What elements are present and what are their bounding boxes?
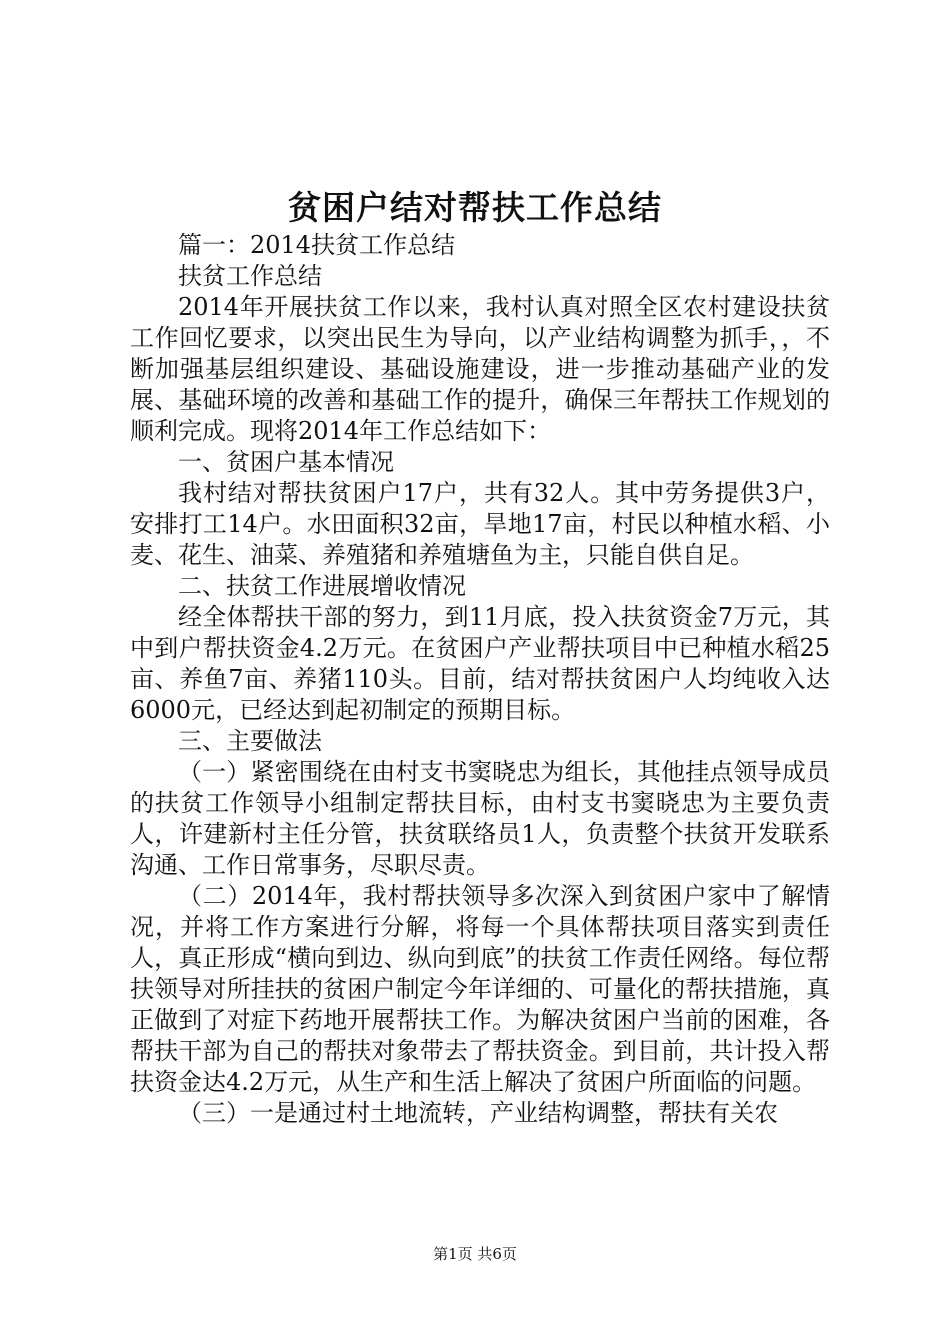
- document-title: 贫困户结对帮扶工作总结: [288, 188, 662, 227]
- document-body: [130, 230, 830, 1129]
- page-footer: 第1页 共6页: [433, 1245, 517, 1263]
- paragraph-method-2: （二）2014年，我村帮扶领导多次深入到贫困户家中了解情况，并将工作方案进行分解，将每一个具体帮扶项目落实到责任人，真正形成“横向到边、纵向到底”的扶贫工作责任网络。每位帮扶领导对所挂扶的贫困户制定今年详细的、可量化的帮扶措施，真正做到了对症下药地开展帮扶工作。为解决贫困户当前的困难，各帮扶干部为自己的帮扶对象带去了帮扶资金。到目前，共计投入帮扶资金达4.2万元，从生产和生活上解决了贫困户所面临的问题。: [130, 882, 830, 1096]
- heading-main-methods: 三、主要做法: [178, 727, 322, 755]
- paragraph-method-3: （三）一是通过村土地流转，产业结构调整，帮扶有关农: [178, 1099, 778, 1127]
- paragraph-subtitle: 篇一：2014扶贫工作总结: [178, 231, 456, 259]
- heading-basic-situation: 一、贫困户基本情况: [178, 448, 394, 476]
- paragraph-basic-situation: 我村结对帮扶贫困户17户，共有32人。其中劳务提供3户，安排打工14户。水田面积32亩，旱地17亩，村民以种植水稻、小麦、花生、油菜、养殖猪和养殖塘鱼为主，只能自供自足。: [130, 479, 830, 569]
- paragraph-intro: 2014年开展扶贫工作以来，我村认真对照全区农村建设扶贫工作回忆要求，以突出民生为导向，以产业结构调整为抓手，，不断加强基层组织建设、基础设施建设，进一步推动基础产业的发展、基础环境的改善和基础工作的提升，确保三年帮扶工作规划的顺利完成。现将2014年工作总结如下：: [130, 293, 830, 445]
- paragraph-section-title: 扶贫工作总结: [178, 262, 322, 290]
- paragraph-method-1: （一）紧密围绕在由村支书窦晓忠为组长，其他挂点领导成员的扶贫工作领导小组制定帮扶目标，由村支书窦晓忠为主要负责人，许建新村主任分管，扶贫联络员1人，负责整个扶贫开发联系沟通、工作日常事务，尽职尽责。: [130, 758, 830, 879]
- heading-progress: 二、扶贫工作进展增收情况: [178, 572, 466, 600]
- paragraph-progress: 经全体帮扶干部的努力，到11月底，投入扶贫资金7万元，其中到户帮扶资金4.2万元。在贫困户产业帮扶项目中已种植水稻25亩、养鱼7亩、养猪110头。目前，结对帮扶贫困户人均纯收入达6000元，已经达到起初制定的预期目标。: [130, 603, 830, 724]
